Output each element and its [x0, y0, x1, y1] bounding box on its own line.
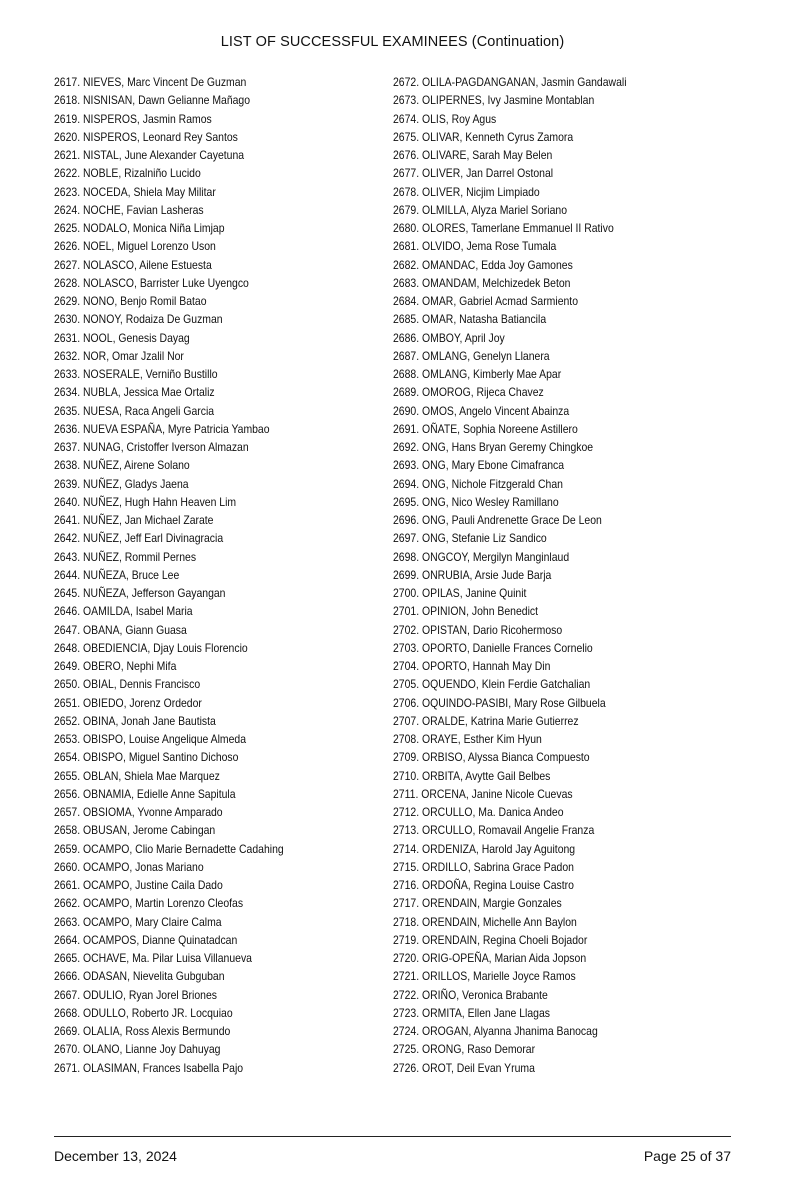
- examinee-entry: 2681. OLVIDO, Jema Rose Tumala: [393, 240, 557, 254]
- examinee-entry: 2617. NIEVES, Marc Vincent De Guzman: [54, 76, 247, 89]
- examinee-entry: 2624. NOCHE, Favian Lasheras: [54, 203, 204, 217]
- examinee-entry: 2635. NUESA, Raca Angeli Garcia: [54, 404, 215, 418]
- examinee-entry: 2723. ORMITA, Ellen Jane Llagas: [393, 1006, 550, 1020]
- examinee-entry: 2655. OBLAN, Shiela Mae Marquez: [54, 769, 220, 783]
- footer-divider: [54, 1136, 731, 1137]
- examinee-entry: 2658. OBUSAN, Jerome Cabingan: [54, 824, 216, 838]
- footer-date: December 13, 2024: [54, 1148, 177, 1164]
- examinee-entry: 2634. NUBLA, Jessica Mae Ortaliz: [54, 386, 215, 400]
- examinee-entry: 2628. NOLASCO, Barrister Luke Uyengco: [54, 276, 249, 290]
- page-title: LIST OF SUCCESSFUL EXAMINEES (Continuation): [220, 34, 565, 50]
- examinee-entry: 2667. ODULIO, Ryan Jorel Briones: [54, 988, 217, 1002]
- examinee-entry: 2705. OQUENDO, Klein Ferdie Gatchalian: [393, 678, 591, 692]
- examinee-entry: 2661. OCAMPO, Justine Caila Dado: [54, 879, 223, 892]
- examinee-entry: 2674. OLIS, Roy Agus: [393, 112, 497, 126]
- examinee-entry: 2726. OROT, Deil Evan Yruma: [393, 1061, 535, 1075]
- examinee-entry: 2701. OPINION, John Benedict: [393, 605, 539, 619]
- examinee-entry: 2676. OLIVARE, Sarah May Belen: [393, 149, 553, 162]
- examinee-entry: 2714. ORDENIZA, Harold Jay Aguitong: [393, 842, 576, 856]
- examinee-entry: 2720. ORIG-OPEÑA, Marian Aida Jopson: [393, 952, 587, 965]
- examinee-entry: 2618. NISNISAN, Dawn Gelianne Mañago: [54, 94, 251, 108]
- examinee-entry: 2706. OQUINDO-PASIBI, Mary Rose Gilbuela: [393, 696, 606, 710]
- examinee-entry: 2684. OMAR, Gabriel Acmad Sarmiento: [393, 295, 579, 308]
- examinee-entry: 2713. ORCULLO, Romavail Angelie Franza: [393, 824, 595, 838]
- examinee-entry: 2670. OLANO, Lianne Joy Dahuyag: [54, 1043, 221, 1057]
- examinee-entry: 2692. ONG, Hans Bryan Geremy Chingkoe: [393, 441, 594, 454]
- examinee-entry: 2627. NOLASCO, Ailene Estuesta: [54, 258, 212, 272]
- examinee-entry: 2649. OBERO, Nephi Mifa: [54, 660, 177, 673]
- examinee-entry: 2698. ONGCOY, Mergilyn Manginlaud: [393, 550, 570, 564]
- examinee-entry: 2679. OLMILLA, Alyza Mariel Soriano: [393, 203, 568, 217]
- examinee-entry: 2702. OPISTAN, Dario Ricohermoso: [393, 623, 563, 637]
- examinee-entry: 2718. ORENDAIN, Michelle Ann Baylon: [393, 915, 577, 929]
- examinee-entry: 2703. OPORTO, Danielle Frances Cornelio: [393, 641, 593, 655]
- examinee-entry: 2715. ORDILLO, Sabrina Grace Padon: [393, 860, 574, 874]
- examinee-entry: 2690. OMOS, Angelo Vincent Abainza: [393, 404, 570, 418]
- examinee-entry: 2657. OBSIOMA, Yvonne Amparado: [54, 806, 223, 819]
- examinee-entry: 2695. ONG, Nico Wesley Ramillano: [393, 495, 559, 509]
- examinee-entry: 2663. OCAMPO, Mary Claire Calma: [54, 915, 222, 929]
- examinee-entry: 2639. NUÑEZ, Gladys Jaena: [54, 477, 189, 491]
- examinee-entry: 2712. ORCULLO, Ma. Danica Andeo: [393, 806, 564, 819]
- examinee-entry: 2711. ORCENA, Janine Nicole Cuevas: [393, 787, 573, 801]
- examinee-entry: 2666. ODASAN, Nievelita Gubguban: [54, 970, 225, 984]
- examinee-entry: 2721. ORILLOS, Marielle Joyce Ramos: [393, 970, 576, 984]
- examinee-entry: 2700. OPILAS, Janine Quinit: [393, 587, 527, 600]
- examinee-entry: 2647. OBANA, Giann Guasa: [54, 623, 187, 637]
- examinee-entry: 2717. ORENDAIN, Margie Gonzales: [393, 897, 562, 911]
- examinee-entry: 2680. OLORES, Tamerlane Emmanuel II Rativo: [393, 222, 614, 235]
- examinee-entry: 2629. NONO, Benjo Romil Batao: [54, 295, 207, 308]
- examinee-entry: 2691. OÑATE, Sophia Noreene Astillero: [393, 422, 578, 436]
- examinee-list-right-column: [393, 74, 627, 1078]
- examinee-entry: 2719. ORENDAIN, Regina Choeli Bojador: [393, 933, 588, 947]
- examinee-entry: 2678. OLIVER, Nicjim Limpiado: [393, 185, 540, 199]
- examinee-entry: 2682. OMANDAC, Edda Joy Gamones: [393, 258, 573, 272]
- examinee-entry: 2716. ORDOÑA, Regina Louise Castro: [393, 879, 574, 892]
- examinee-entry: 2671. OLASIMAN, Frances Isabella Pajo: [54, 1061, 244, 1075]
- examinee-entry: 2708. ORAYE, Esther Kim Hyun: [393, 733, 542, 746]
- examinee-entry: 2693. ONG, Mary Ebone Cimafranca: [393, 459, 565, 473]
- examinee-entry: 2621. NISTAL, June Alexander Cayetuna: [54, 149, 245, 162]
- examinee-entry: 2637. NUNAG, Cristoffer Iverson Almazan: [54, 441, 249, 454]
- examinee-entry: 2646. OAMILDA, Isabel Maria: [54, 605, 193, 619]
- examinee-entry: 2638. NUÑEZ, Airene Solano: [54, 459, 190, 473]
- examinee-entry: 2688. OMLANG, Kimberly Mae Apar: [393, 368, 562, 381]
- examinee-entry: 2725. ORONG, Raso Demorar: [393, 1043, 536, 1057]
- examinee-list-left-column: [54, 74, 284, 1078]
- examinee-entry: 2642. NUÑEZ, Jeff Earl Divinagracia: [54, 532, 224, 546]
- examinee-entry: 2619. NISPEROS, Jasmin Ramos: [54, 112, 212, 126]
- examinee-entry: 2707. ORALDE, Katrina Marie Gutierrez: [393, 714, 579, 728]
- examinee-entry: 2630. NONOY, Rodaiza De Guzman: [54, 313, 223, 327]
- examinee-entry: 2643. NUÑEZ, Rommil Pernes: [54, 550, 197, 564]
- examinee-entry: 2656. OBNAMIA, Edielle Anne Sapitula: [54, 787, 236, 801]
- examinee-entry: 2633. NOSERALE, Verniño Bustillo: [54, 368, 218, 381]
- examinee-entry: 2694. ONG, Nichole Fitzgerald Chan: [393, 477, 563, 491]
- examinee-entry: 2648. OBEDIENCIA, Djay Louis Florencio: [54, 641, 248, 655]
- examinee-entry: 2664. OCAMPOS, Dianne Quinatadcan: [54, 933, 238, 947]
- examinee-entry: 2622. NOBLE, Rizalniño Lucido: [54, 167, 201, 181]
- examinee-entry: 2668. ODULLO, Roberto JR. Locquiao: [54, 1006, 233, 1020]
- examinee-entry: 2641. NUÑEZ, Jan Michael Zarate: [54, 514, 214, 527]
- examinee-entry: 2665. OCHAVE, Ma. Pilar Luisa Villanueva: [54, 952, 252, 965]
- examinee-entry: 2662. OCAMPO, Martin Lorenzo Cleofas: [54, 897, 244, 911]
- examinee-entry: 2620. NISPEROS, Leonard Rey Santos: [54, 130, 238, 144]
- examinee-entry: 2626. NOEL, Miguel Lorenzo Uson: [54, 240, 216, 254]
- examinee-entry: 2683. OMANDAM, Melchizedek Beton: [393, 276, 571, 290]
- examinee-entry: 2631. NOOL, Genesis Dayag: [54, 331, 190, 345]
- examinee-entry: 2686. OMBOY, April Joy: [393, 331, 505, 345]
- examinee-entry: 2696. ONG, Pauli Andrenette Grace De Leon: [393, 514, 602, 527]
- examinee-entry: 2677. OLIVER, Jan Darrel Ostonal: [393, 167, 554, 181]
- examinee-entry: 2650. OBIAL, Dennis Francisco: [54, 678, 201, 692]
- examinee-entry: 2645. NUÑEZA, Jefferson Gayangan: [54, 587, 226, 600]
- examinee-entry: 2710. ORBITA, Avytte Gail Belbes: [393, 769, 551, 783]
- examinee-entry: 2660. OCAMPO, Jonas Mariano: [54, 860, 204, 874]
- examinee-entry: 2672. OLILA-PAGDANGANAN, Jasmin Gandawali: [393, 76, 627, 89]
- examinee-entry: 2687. OMLANG, Genelyn Llanera: [393, 349, 550, 363]
- examinee-entry: 2722. ORIÑO, Veronica Brabante: [393, 988, 548, 1002]
- examinee-entry: 2623. NOCEDA, Shiela May Militar: [54, 185, 216, 199]
- examinee-entry: 2632. NOR, Omar Jzalil Nor: [54, 349, 184, 363]
- examinee-entry: 2699. ONRUBIA, Arsie Jude Barja: [393, 568, 552, 582]
- examinee-entry: 2636. NUEVA ESPAÑA, Myre Patricia Yambao: [54, 422, 270, 436]
- examinee-entry: 2685. OMAR, Natasha Batiancila: [393, 313, 547, 327]
- examinee-entry: 2709. ORBISO, Alyssa Bianca Compuesto: [393, 751, 590, 765]
- examinee-entry: 2644. NUÑEZA, Bruce Lee: [54, 568, 180, 582]
- examinee-entry: 2689. OMOROG, Rijeca Chavez: [393, 386, 544, 400]
- examinee-entry: 2669. OLALIA, Ross Alexis Bermundo: [54, 1025, 231, 1038]
- examinee-entry: 2625. NODALO, Monica Niña Limjap: [54, 222, 225, 235]
- examinee-entry: 2697. ONG, Stefanie Liz Sandico: [393, 532, 547, 546]
- examinee-entry: 2651. OBIEDO, Jorenz Ordedor: [54, 696, 202, 710]
- examinee-entry: 2673. OLIPERNES, Ivy Jasmine Montablan: [393, 94, 595, 108]
- examinee-entry: 2652. OBINA, Jonah Jane Bautista: [54, 714, 216, 728]
- examinee-entry: 2653. OBISPO, Louise Angelique Almeda: [54, 733, 247, 746]
- examinee-entry: 2724. OROGAN, Alyanna Jhanima Banocag: [393, 1025, 598, 1038]
- examinee-entry: 2675. OLIVAR, Kenneth Cyrus Zamora: [393, 130, 574, 144]
- footer-page-number: Page 25 of 37: [643, 1148, 731, 1164]
- examinee-entry: 2704. OPORTO, Hannah May Din: [393, 660, 551, 673]
- examinee-entry: 2640. NUÑEZ, Hugh Hahn Heaven Lim: [54, 495, 237, 509]
- examinee-entry: 2659. OCAMPO, Clio Marie Bernadette Cadahing: [54, 842, 284, 856]
- examinee-entry: 2654. OBISPO, Miguel Santino Dichoso: [54, 751, 239, 765]
